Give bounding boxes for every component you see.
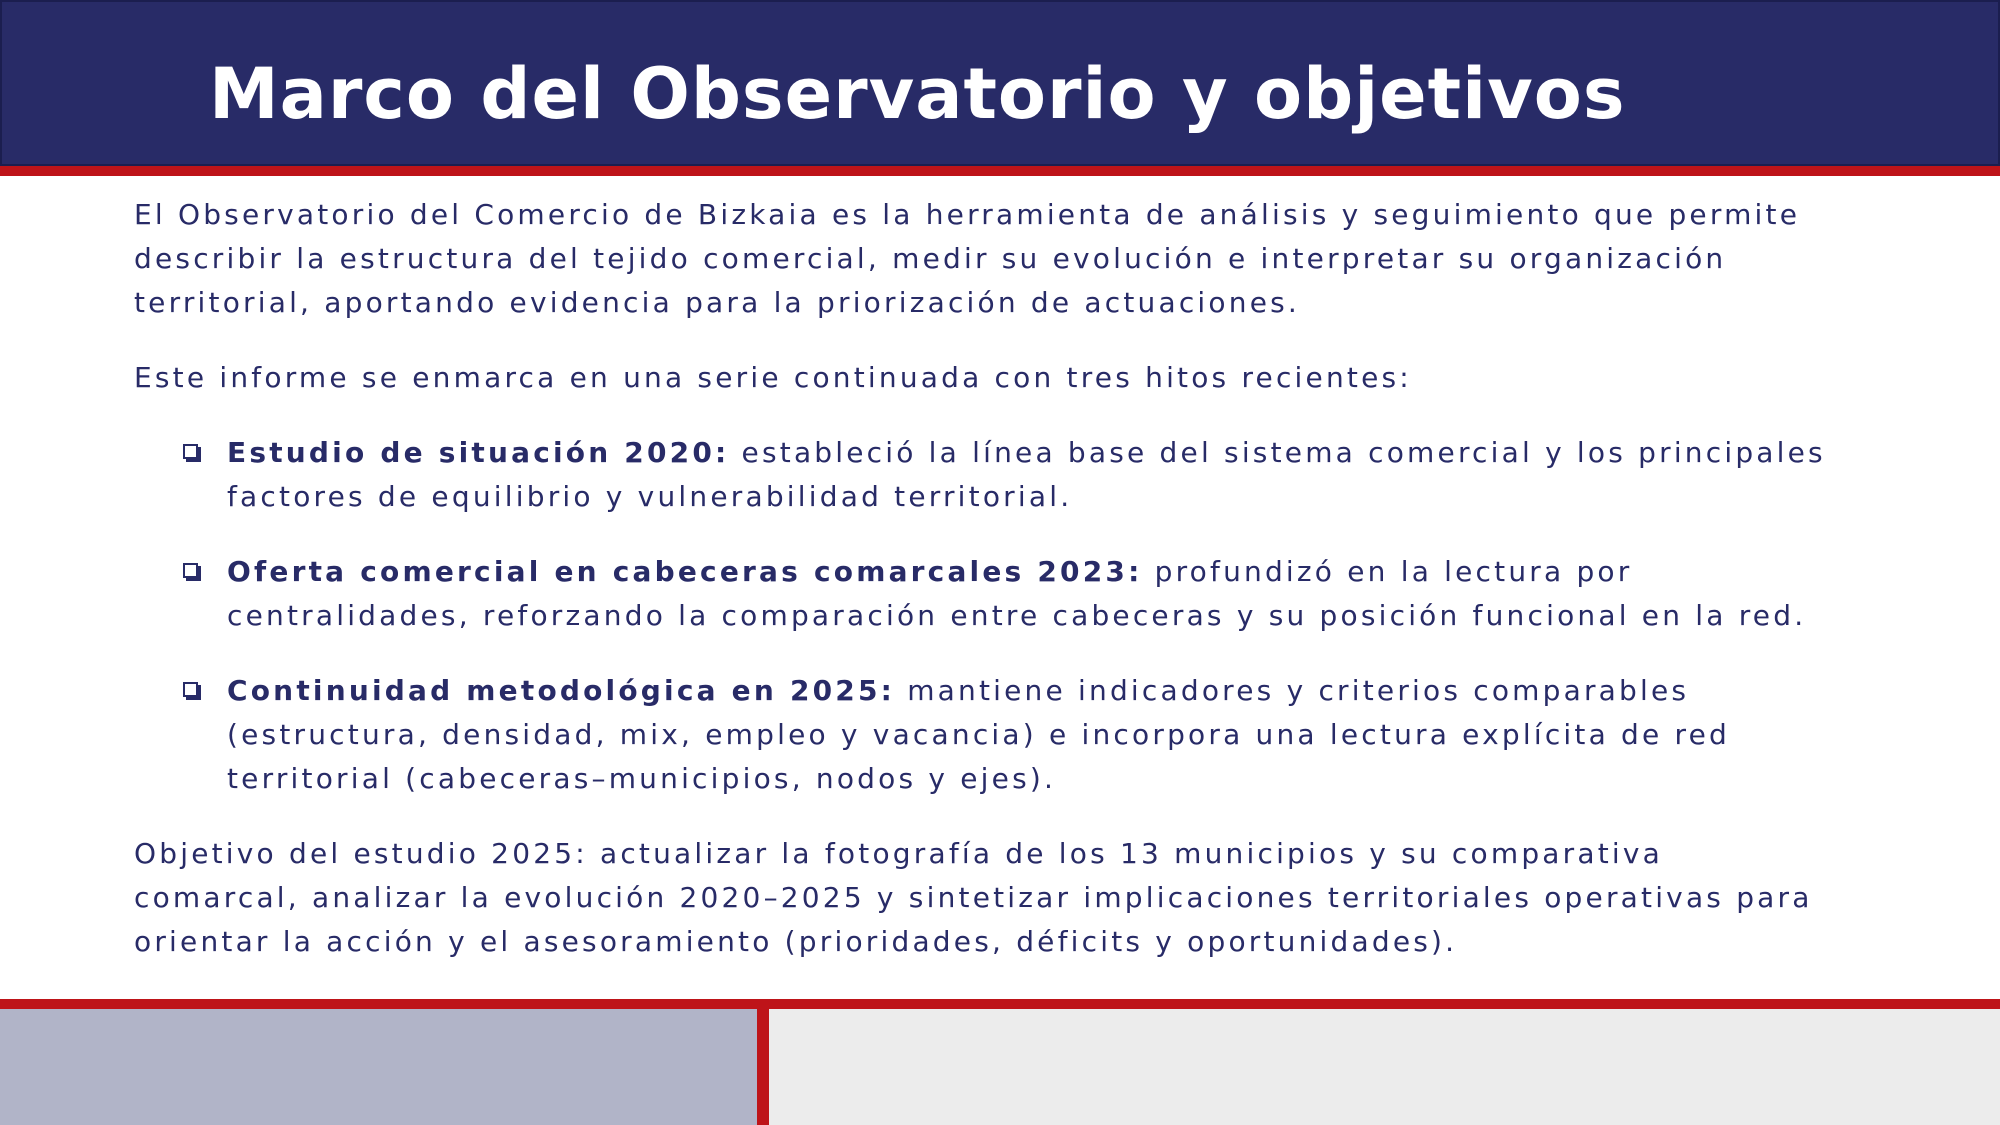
list-item bbox=[134, 669, 1834, 801]
footer-left-panel bbox=[0, 1009, 757, 1125]
square-bullet-icon bbox=[183, 444, 198, 459]
list-item bbox=[134, 431, 1834, 519]
intro-paragraph: El Observatorio del Comercio de Bizkaia es la herramienta de análisis y seguimiento que permite describir la estructura del tejido comercial, medir su evolución e interpretar su organización territorial, aportando evidencia para la priorización de actuaciones. bbox=[134, 198, 1801, 319]
bullet-text: estableció la línea base del sistema comercial y los principales factores de equilibrio y vulnerabilidad territorial. bbox=[227, 436, 1826, 513]
bullet-lead: Continuidad metodológica en 2025: bbox=[227, 674, 896, 707]
content-body bbox=[134, 193, 1834, 964]
bullet-text: mantiene indicadores y criterios comparables (estructura, densidad, mix, empleo y vacancia) e incorpora una lectura explícita de red territorial (cabeceras–municipios, nodos y ejes). bbox=[227, 674, 1731, 795]
square-bullet-icon bbox=[183, 563, 198, 578]
milestones-list bbox=[134, 431, 1834, 801]
list-item bbox=[134, 550, 1834, 638]
header-red-rule bbox=[0, 166, 2000, 176]
series-intro-paragraph: Este informe se enmarca en una serie continuada con tres hitos recientes: bbox=[134, 361, 1412, 394]
bullet-lead: Oferta comercial en cabeceras comarcales 2023: bbox=[227, 555, 1143, 588]
bullet-text: profundizó en la lectura por centralidades, reforzando la comparación entre cabeceras y su posición funcional en la red. bbox=[227, 555, 1807, 632]
footer-red-rule bbox=[0, 999, 2000, 1009]
page-title: Marco del Observatorio y objetivos bbox=[209, 53, 1626, 135]
footer-right-panel bbox=[769, 1009, 2000, 1125]
bullet-lead: Estudio de situación 2020: bbox=[227, 436, 730, 469]
header-banner bbox=[0, 0, 2000, 166]
square-bullet-icon bbox=[183, 682, 198, 697]
objective-paragraph: Objetivo del estudio 2025: actualizar la fotografía de los 13 municipios y su comparativa comarcal, analizar la evolución 2020–2025 y sintetizar implicaciones territoriales operativas para orientar la acción y el asesoramiento (prioridades, déficits y oportunidades). bbox=[134, 837, 1813, 958]
footer-divider bbox=[757, 1009, 769, 1125]
